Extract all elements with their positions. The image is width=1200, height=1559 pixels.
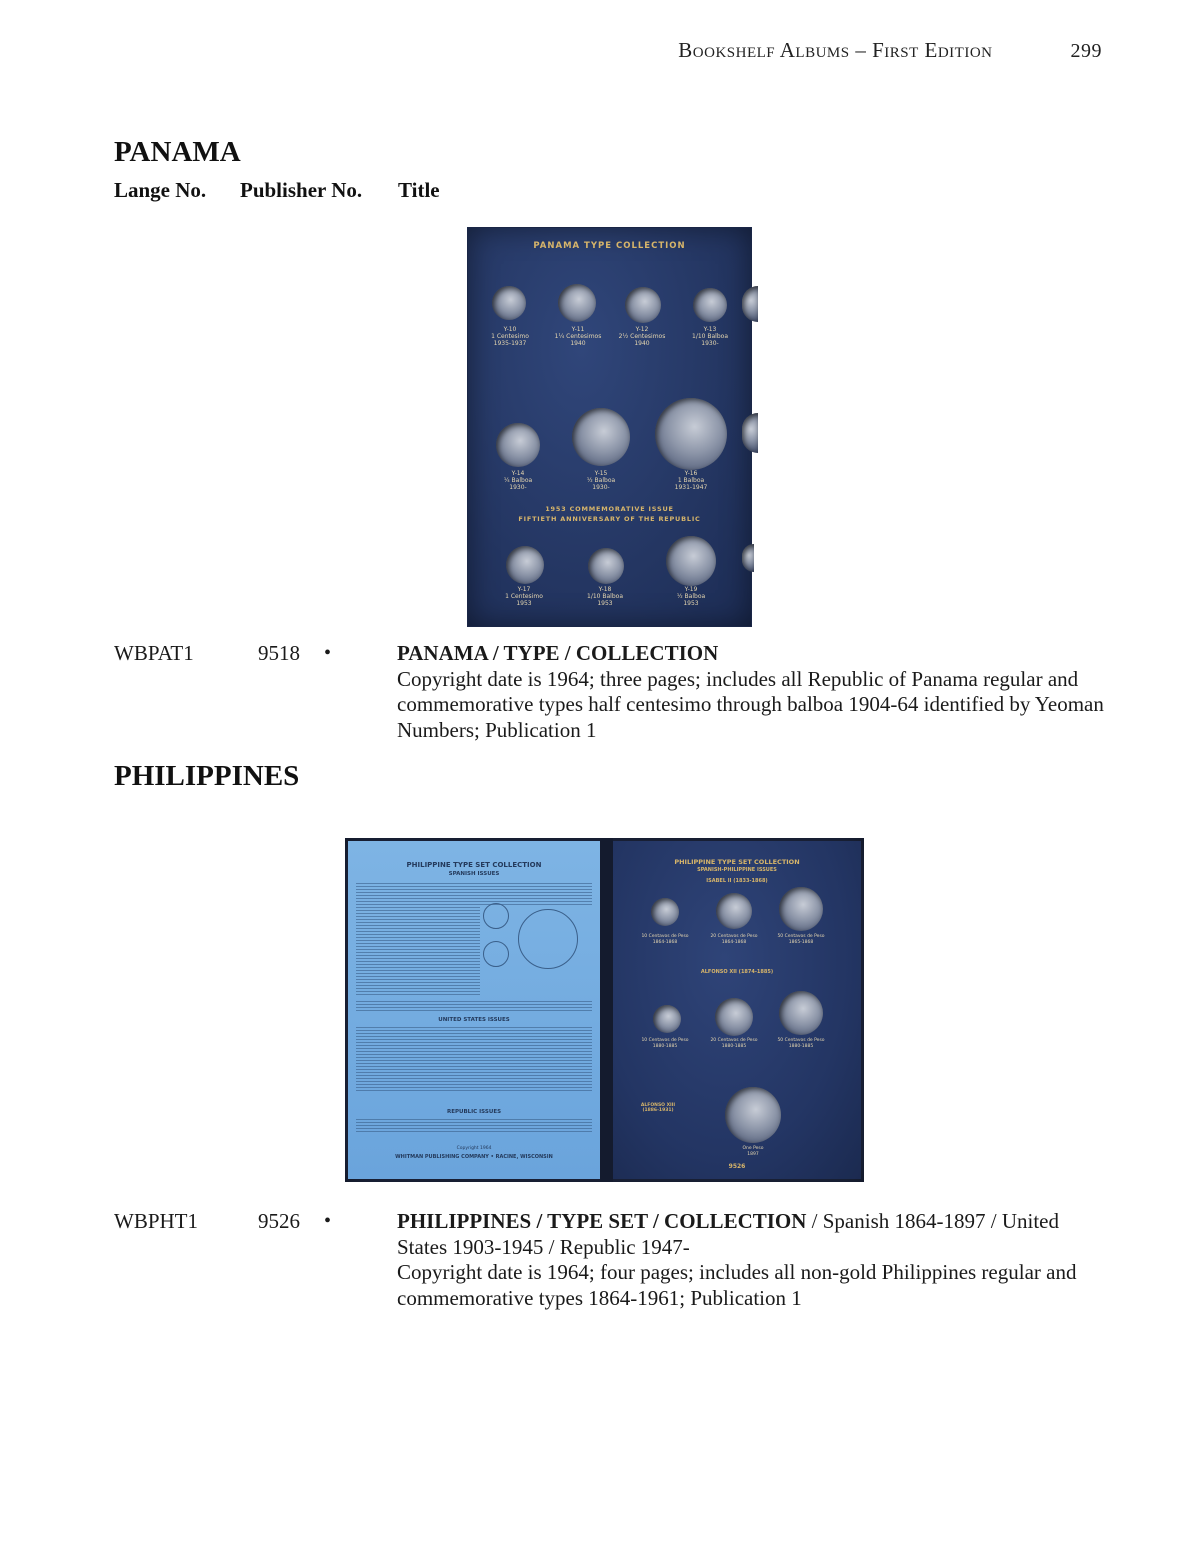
left-subheading: SPANISH ISSUES bbox=[448, 871, 500, 877]
coin-label: 10 Centavos de Peso 1864-1868 bbox=[641, 934, 689, 945]
alfonso12-heading: ALFONSO XII (1874-1885) bbox=[700, 969, 774, 975]
column-header-title: Title bbox=[398, 178, 440, 202]
coin-label: 20 Centavos de Peso 1864-1868 bbox=[710, 934, 758, 945]
album-spine bbox=[600, 838, 613, 1182]
bullet: • bbox=[324, 642, 332, 664]
right-heading: PHILIPPINE TYPE SET COLLECTION bbox=[674, 858, 800, 866]
commem-subheading: FIFTIETH ANNIVERSARY OF THE REPUBLIC bbox=[518, 515, 701, 523]
entry-description: Copyright date is 1964; three pages; includes all Republic of Panama regular and commemorative types half centesimo through balboa 1904-64 identified by Yeoman Numbers; Publication 1 bbox=[397, 666, 1104, 742]
section-title-philippines: PHILIPPINES bbox=[114, 760, 300, 792]
entry-title: PHILIPPINES / TYPE SET / COLLECTION bbox=[397, 1209, 807, 1233]
coin-label: Y-16 1 Balboa 1931-1947 bbox=[674, 470, 708, 491]
bullet: • bbox=[324, 1210, 332, 1232]
publisher-line: WHITMAN PUBLISHING COMPANY • RACINE, WISCONSIN bbox=[395, 1154, 553, 1160]
coin-hole bbox=[779, 991, 823, 1035]
coin-hole bbox=[572, 408, 630, 466]
coin-hole bbox=[588, 548, 624, 584]
coin-hole bbox=[666, 536, 716, 586]
text-block bbox=[356, 1027, 592, 1093]
coin-hole bbox=[496, 423, 540, 467]
text-block bbox=[356, 883, 592, 905]
coin-label: 10 Centavos de Peso 1880-1885 bbox=[641, 1038, 689, 1049]
coin-label: 50 Centavos de Peso 1865-1868 bbox=[777, 934, 825, 945]
coin-label: 50 Centavos de Peso 1880-1885 bbox=[777, 1038, 825, 1049]
coin-hole bbox=[655, 398, 727, 470]
album-coin-page bbox=[613, 841, 861, 1179]
coin-hole bbox=[653, 1005, 681, 1033]
coin-hole bbox=[725, 1087, 781, 1143]
coin-label: Y-15 ½ Balboa 1930- bbox=[586, 470, 616, 491]
column-header-lange: Lange No. bbox=[114, 178, 207, 202]
coin-hole-partial bbox=[742, 413, 758, 453]
coin-hole-partial bbox=[742, 544, 754, 572]
coin-label: Y-13 1/10 Balboa 1930- bbox=[692, 326, 728, 347]
coin-label: 20 Centavos de Peso 1880-1885 bbox=[710, 1038, 758, 1049]
text-block bbox=[356, 1001, 592, 1013]
coin-hole bbox=[716, 893, 752, 929]
coin-label: Y-12 2½ Centesimos 1940 bbox=[618, 326, 666, 347]
coin-hole bbox=[779, 887, 823, 931]
entry-description-block bbox=[397, 641, 1109, 743]
coin-label: Y-17 1 Centesimo 1953 bbox=[505, 586, 543, 607]
coin-illustration bbox=[483, 941, 509, 967]
republic-issues-heading: REPUBLIC ISSUES bbox=[446, 1109, 502, 1115]
coin-illustration bbox=[518, 909, 578, 969]
philippines-album-photo bbox=[345, 838, 864, 1182]
coin-label: Y-11 1¼ Centesimos 1940 bbox=[554, 326, 602, 347]
entry-title: PANAMA / TYPE / COLLECTION bbox=[397, 641, 719, 665]
commem-heading: 1953 COMMEMORATIVE ISSUE bbox=[545, 505, 674, 513]
coin-hole-partial bbox=[742, 286, 758, 322]
isabel-heading: ISABEL II (1833-1868) bbox=[706, 878, 768, 884]
album-inside-cover bbox=[348, 841, 600, 1179]
coin-hole bbox=[558, 284, 596, 322]
publisher-number: 9526 bbox=[258, 1209, 300, 1233]
coin-label: Y-18 1/10 Balboa 1953 bbox=[587, 586, 623, 607]
text-block bbox=[356, 907, 480, 997]
entry-description-block bbox=[397, 1209, 1109, 1311]
running-title: Bookshelf Albums – First Edition bbox=[678, 38, 993, 62]
album-heading: PANAMA TYPE COLLECTION bbox=[533, 241, 686, 251]
section-title-panama: PANAMA bbox=[114, 136, 241, 168]
entry-title-rest: / Spanish 1864-1897 / United States 1903-1945 / Republic 1947- bbox=[397, 1209, 1059, 1259]
us-issues-heading: UNITED STATES ISSUES bbox=[438, 1017, 510, 1023]
left-heading: PHILIPPINE TYPE SET COLLECTION bbox=[406, 861, 542, 869]
page-number: 299 bbox=[1070, 40, 1102, 62]
coin-label: Y-10 1 Centesimo 1935-1937 bbox=[491, 326, 529, 347]
column-header-publisher: Publisher No. bbox=[240, 178, 363, 202]
coin-hole bbox=[651, 898, 679, 926]
text-block bbox=[356, 1119, 592, 1133]
publisher-number: 9518 bbox=[258, 641, 300, 665]
panama-album-photo bbox=[467, 227, 752, 627]
coin-label: One Peso 1897 bbox=[742, 1146, 764, 1157]
right-subheading: SPANISH-PHILIPPINE ISSUES bbox=[697, 867, 777, 873]
coin-hole bbox=[625, 287, 661, 323]
lange-number: WBPAT1 bbox=[114, 641, 194, 665]
coin-illustration bbox=[483, 903, 509, 929]
coin-hole bbox=[492, 286, 526, 320]
coin-hole bbox=[715, 998, 753, 1036]
lange-number: WBPHT1 bbox=[114, 1209, 198, 1233]
coin-hole bbox=[693, 288, 727, 322]
entry-description: Copyright date is 1964; four pages; includes all non-gold Philippines regular and commemorative types 1864-1961; Publication 1 bbox=[397, 1260, 1077, 1310]
coin-label: Y-14 ¼ Balboa 1930- bbox=[503, 470, 533, 491]
alfonso13-heading: ALFONSO XIII (1886-1931) bbox=[640, 1103, 676, 1113]
catalog-number: 9526 bbox=[728, 1163, 746, 1170]
running-head bbox=[678, 38, 1102, 63]
coin-hole bbox=[506, 546, 544, 584]
copyright-line: Copyright 1964 bbox=[456, 1146, 492, 1151]
coin-label: Y-19 ½ Balboa 1953 bbox=[676, 586, 706, 607]
